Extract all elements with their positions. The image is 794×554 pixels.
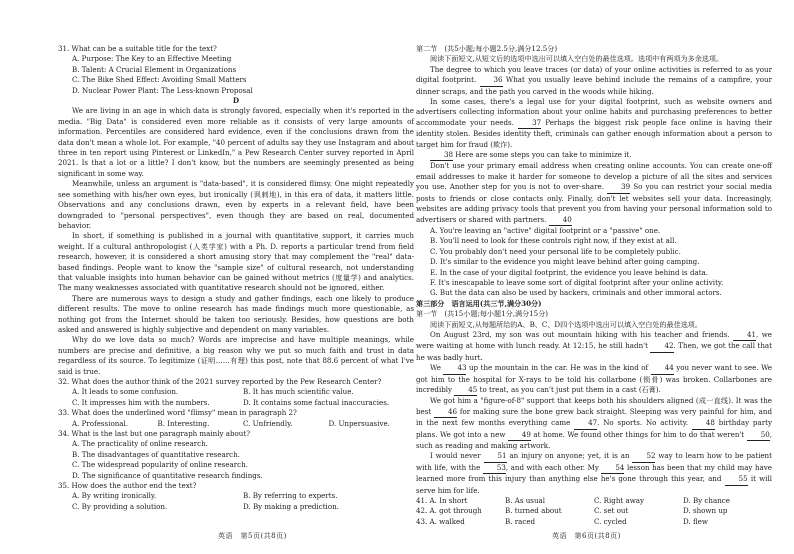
q31-option-b[interactable]: B. Talent: A Crucial Element in Organizations bbox=[72, 64, 237, 74]
section2-instructions: 阅读下面短文,从短文后的选项中选出可以填入空白处的最佳选项。选项中有两项为多余选项。 bbox=[430, 54, 724, 64]
q35-option-a[interactable]: A. By writing ironically. bbox=[72, 491, 157, 501]
blank-40[interactable]: 40 bbox=[549, 215, 572, 226]
text-run: Don't use your primary email address when creating online accounts. You can create one-off email addresses to make it harder for someone to develop a picture of all the sites and services you use. Another step for you is not to over-share. bbox=[416, 161, 772, 192]
q35-stem: 35. How does the author end the text? bbox=[58, 481, 197, 491]
passage-d-paragraph: In short, if something is published in a journal with quantitative support, it carries much weight. If a cultural anthropologist (人类学家) with a Ph. D. reports a particular trend from field research, however, it is considered a short amusing story that may complement the "real" data-based findings. People want to know the "sample size" of cultural research, not understanding that valuable insights into human behavior can be gained without metrics (度量学) and analytics. The many weaknesses associated with quantitative research should not be ignored, either. bbox=[58, 231, 414, 293]
q33-options bbox=[58, 419, 414, 429]
blank-44[interactable]: 44 bbox=[651, 363, 674, 374]
seven-five-paragraph bbox=[416, 150, 772, 161]
text-run: In some cases, there's a legal use for your digital footprint, such as website owners and advertisers collecting information about your online habits and purchasing preferences to better accommodate your needs. bbox=[416, 97, 772, 127]
cloze-paragraph bbox=[416, 330, 772, 363]
text-run: at home. We found other things for him to do that weren't bbox=[533, 429, 745, 439]
right-column bbox=[416, 44, 772, 527]
q34-option-a[interactable]: A. The practicality of online research. bbox=[72, 439, 208, 449]
text-run: I would never bbox=[430, 451, 481, 461]
text-run: , such as reading and making artwork. bbox=[416, 429, 772, 451]
passage-d-label: D bbox=[232, 96, 240, 106]
q31-option-a[interactable]: A. Purpose: The Key to an Effective Meeting bbox=[72, 54, 232, 64]
seven-five-option-c[interactable]: C. You probably don't need your personal life to be completely public. bbox=[430, 246, 681, 256]
seven-five-option-g[interactable]: G. But the data can also be used by hackers, criminals and other immoral actors. bbox=[430, 288, 722, 298]
section3-title: 第三部分 语言运用(共三节,满分30分) bbox=[416, 298, 542, 308]
passage-d-paragraph: Why do we love data so much? Words are imprecise and have multiple meanings, while numbers are precise and definitive, a big reason why we put so much faith and trust in data regardless of its source. To legitimize (证明……有理) this post, note that 88.6 percent of what I've said is true. bbox=[58, 335, 414, 376]
blank-42[interactable]: 42 bbox=[650, 341, 673, 352]
cloze-option[interactable]: C. cycled bbox=[594, 516, 627, 526]
q32-option-b[interactable]: B. It has much scientific value. bbox=[243, 387, 354, 397]
page-footer-left: 英语 第5页(共8页) bbox=[218, 532, 287, 540]
blank-46[interactable]: 46 bbox=[434, 407, 457, 418]
q33-stem: 33. What does the underlined word "flimsy" mean in paragraph 2? bbox=[58, 408, 297, 418]
cloze-option[interactable]: D. By chance bbox=[683, 496, 730, 506]
q32-option-c[interactable]: C. It impresses him with the numbers. bbox=[72, 397, 210, 407]
seven-five-option-e[interactable]: E. In the case of your digital footprint, the evidence you leave behind is data. bbox=[430, 267, 709, 277]
q31-option-d[interactable]: D. Nuclear Power Plant: The Less-known Proposal bbox=[72, 85, 253, 95]
text-run: We got him a "figure-of-8" support that keeps both his shoulders aligned (成一直线). It was the best bbox=[416, 396, 772, 416]
text-run: . Then, we got the call that he was badly hurt. bbox=[416, 341, 772, 362]
q33-option-a[interactable]: A. Professional. bbox=[72, 418, 129, 428]
cloze-options-42 bbox=[416, 506, 772, 516]
cloze-options-43 bbox=[416, 517, 772, 527]
text-run: lesson has been that my child may have learned more from this injury than anything else he's gone through this year, and bbox=[416, 462, 772, 484]
q33-option-b[interactable]: B. Interesting. bbox=[157, 418, 210, 428]
q34-option-b[interactable]: B. The disadvantages of quantitative research. bbox=[72, 449, 240, 459]
blank-37[interactable]: 37 bbox=[518, 118, 541, 129]
text-run: up the mountain in the car. He was in the kind of bbox=[468, 363, 649, 373]
text-run: , we were waiting at home with lunch ready. At 12:15, he still hadn't bbox=[416, 329, 772, 351]
passage-d-paragraph: We are living in an age in which data is strongly favored, especially when it's reported in the media. "Big Data" is considered even more reliable as it consists of very large amounts of information. Percentiles are considered hard evidence, even if the conclusions drawn from the data don't mean a whole lot. For example, "40 percent of adults say they use Instagram and about three in ten report using Pinterest or LinkedIn," a Pew Research Center survey reported in April 2021. Is that a lot or a little? I don't know, but the numbers are seemingly presented as being significant in some way. bbox=[58, 106, 414, 178]
blank-55[interactable]: 55 bbox=[725, 474, 748, 485]
text-run: What you usually leave behind include the remains of a campfire, your dinner scraps, and the path you carved in the woods while hiking. bbox=[416, 75, 772, 96]
q34-option-c[interactable]: C. The widespread popularity of online research. bbox=[72, 460, 248, 470]
text-run: , and with each other. My bbox=[505, 462, 599, 472]
section2-title: 第二节 (共5小题;每小题2.5分,满分12.5分) bbox=[416, 44, 558, 53]
blank-49[interactable]: 49 bbox=[508, 430, 531, 441]
q35-option-d[interactable]: D. By making a prediction. bbox=[243, 501, 339, 511]
passage-d-paragraph: Meanwhile, unless an argument is "data-based", it is considered flimsy. One might repeatedly see something with his/her own eyes, but ironically (讽刺地), in this era of data, it matters little. Observations and any conclusions drawn, even by experts in a relevant field, have been downgraded to "personal perspectives", even though they are based on real, documented behavior. bbox=[58, 179, 414, 230]
blank-54[interactable]: 54 bbox=[601, 463, 624, 474]
text-run: you never want to see. We got him to the hospital for X-rays to be told his collarbone (锁骨) was broken. Collarbones are incredibly bbox=[416, 363, 773, 394]
q31-option-c[interactable]: C. The Bike Shed Effect: Avoiding Small Matters bbox=[72, 75, 247, 85]
cloze-paragraph bbox=[416, 451, 772, 496]
text-run: way to learn how to be patient with life, with the bbox=[416, 451, 772, 472]
blank-52[interactable]: 52 bbox=[632, 451, 655, 462]
q34-stem: 34. What is the last but one paragraph mainly about? bbox=[58, 429, 251, 439]
seven-five-paragraph bbox=[416, 161, 772, 225]
cloze-options-41 bbox=[416, 496, 772, 506]
text-run: for making sure the bone grew back straight. Sleeping was very painful for him, and in the next few months everything came bbox=[416, 406, 772, 428]
left-column bbox=[58, 44, 414, 512]
blank-47[interactable]: 47 bbox=[574, 418, 597, 429]
cloze-option[interactable]: B. turned about bbox=[505, 506, 562, 516]
seven-five-option-b[interactable]: B. You'll need to look for these controls right now, if they exist at all. bbox=[430, 236, 677, 246]
cloze-option[interactable]: B. raced bbox=[505, 516, 536, 526]
text-run: to treat, as you can't just put them in a cast (石膏). bbox=[479, 385, 661, 394]
blank-45[interactable]: 45 bbox=[454, 385, 477, 396]
blank-36[interactable]: 36 bbox=[480, 75, 503, 86]
q32-option-a[interactable]: A. It leads to some confusion. bbox=[72, 387, 179, 397]
blank-53[interactable]: 53 bbox=[483, 463, 506, 474]
text-run: We bbox=[430, 363, 441, 373]
cloze-option[interactable]: C. set out bbox=[594, 506, 629, 516]
text-run: an injury on anyone; yet, it is an bbox=[509, 451, 630, 461]
cloze-option[interactable]: D. flew bbox=[683, 516, 708, 526]
q35-options bbox=[58, 491, 414, 512]
q34-option-d[interactable]: D. The significance of quantitative research findings. bbox=[72, 470, 263, 480]
q33-option-c[interactable]: C. Unfriendly. bbox=[243, 418, 293, 428]
text-run: So you can restrict your social media posts to friends or close contacts only. Finally, don't let websites sell your data. Increasingly, websites are adding privacy tools that prevent you from having your personal information sold to advertisers or shared with partners. bbox=[416, 182, 773, 224]
q35-option-c[interactable]: C. By providing a solution. bbox=[72, 501, 168, 511]
text-run: On August 23rd, my son was out mountain hiking with his teacher and friends. bbox=[430, 329, 730, 339]
text-run: The degree to which you leave traces (or data) of your online activities is referred to as your digital footprint. bbox=[416, 64, 772, 85]
section3-subtitle: 第一节 (共15小题;每小题1分,满分15分) bbox=[416, 309, 549, 319]
cloze-paragraph bbox=[416, 363, 772, 396]
passage-d-paragraph: There are numerous ways to design a study and gather findings, each one likely to produce different results. The move to online research has made findings much more questionable, as nothing got from the Internet should be taken too seriously. Besides, how questions are both asked and answered is highly subjective and dependent on many variables. bbox=[58, 293, 414, 334]
text-run: . No sports. No activity. bbox=[597, 418, 689, 428]
blank-41[interactable]: 41 bbox=[733, 330, 756, 341]
cloze-option[interactable]: D. shown up bbox=[683, 506, 728, 516]
cloze-paragraph bbox=[416, 396, 772, 451]
seven-five-paragraph bbox=[416, 97, 772, 150]
q32-stem: 32. What does the author think of the 2021 survey reported by the Pew Research Center? bbox=[58, 377, 382, 386]
cloze-option[interactable]: 41. A. In short bbox=[416, 496, 468, 506]
seven-five-option-d[interactable]: D. It's similar to the evidence you might leave behind after going camping. bbox=[430, 257, 700, 267]
seven-five-option-a[interactable]: A. You're leaving an "active" digital footprint or a "passive" one. bbox=[430, 225, 661, 235]
text-run: Perhaps the biggest risk people face online is having their identity stolen. Besides identity theft, criminals can gather enough information about a person to target him for fraud (欺诈). bbox=[416, 117, 772, 149]
cloze-option[interactable]: 43. A. walked bbox=[416, 516, 465, 526]
page-footer-right: 英语 第6页(共8页) bbox=[552, 532, 621, 540]
q35-option-b[interactable]: B. By referring to experts. bbox=[243, 491, 338, 501]
q32-options bbox=[58, 387, 414, 408]
q32-option-d[interactable]: D. It contains some factual inaccuracies. bbox=[243, 397, 390, 407]
cloze-option[interactable]: C. Right away bbox=[594, 496, 645, 506]
blank-50[interactable]: 50 bbox=[747, 430, 770, 441]
q33-option-d[interactable]: D. Unpersuasive. bbox=[328, 418, 390, 428]
blank-43[interactable]: 43 bbox=[443, 363, 466, 374]
cloze-option[interactable]: B. As usual bbox=[505, 496, 546, 506]
text-run: Here are some steps you can take to minimize it. bbox=[455, 150, 632, 160]
seven-five-option-f[interactable]: F. It's inescapable to leave some sort of digital footprint after your online activity. bbox=[430, 277, 724, 287]
blank-48[interactable]: 48 bbox=[692, 418, 715, 429]
seven-five-paragraph bbox=[416, 65, 772, 97]
text-run: birthday party plans. We got into a new bbox=[416, 418, 772, 439]
q31-stem: 31. What can be a suitable title for the text? bbox=[58, 44, 217, 53]
section3-instructions: 阅读下面短文,从每题所给的A、B、C、D四个选项中选出可以填入空白处的最佳选项。 bbox=[430, 319, 702, 329]
blank-39[interactable]: 39 bbox=[607, 182, 630, 193]
cloze-option[interactable]: 42. A. got through bbox=[416, 506, 482, 516]
blank-38[interactable]: 38 bbox=[430, 150, 453, 161]
blank-51[interactable]: 51 bbox=[484, 451, 507, 462]
text-run: it will serve him for life. bbox=[416, 474, 772, 495]
